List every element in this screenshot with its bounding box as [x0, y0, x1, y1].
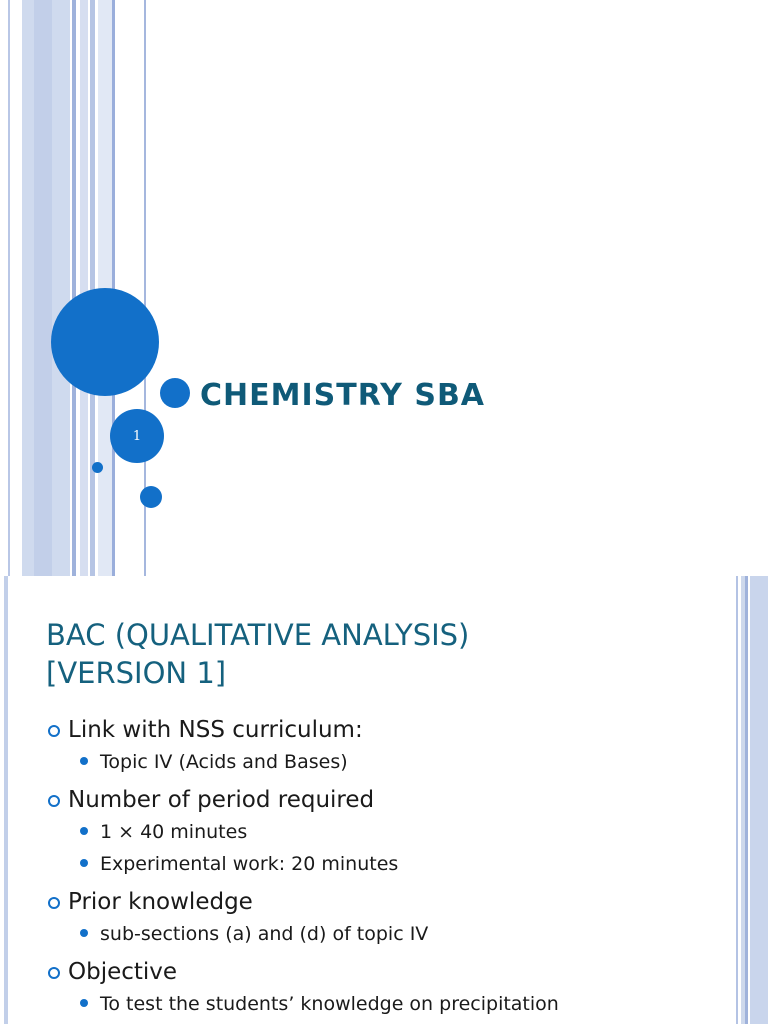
heading-text: Objective: [68, 959, 178, 985]
heading-text: Link with NSS curriculum:: [68, 717, 363, 743]
small-circle-decoration: [140, 486, 162, 508]
sub-bullet-text: To test the students’ knowledge on precipitation: [100, 993, 559, 1015]
content-slide: [0, 576, 768, 1024]
sub-bullet-text: 1 × 40 minutes: [100, 821, 248, 843]
ring-bullet-icon: [48, 897, 60, 909]
small-circle-decoration: [160, 378, 190, 408]
bullet-heading: [46, 886, 726, 918]
decorative-stripe: [8, 0, 10, 576]
title-line-1: BAC (QUALITATIVE ANALYSIS): [46, 618, 470, 652]
dot-bullet-icon: [80, 757, 88, 765]
sub-bullet: [46, 816, 726, 848]
heading-text: Number of period required: [68, 787, 375, 813]
decorative-stripe: [4, 576, 8, 1024]
dot-bullet-icon: [80, 999, 88, 1007]
decorative-stripe: [750, 576, 768, 1024]
slide-title: [46, 616, 706, 692]
bullet-heading: [46, 784, 726, 816]
bullet-heading: [46, 714, 726, 746]
dot-bullet-icon: [80, 827, 88, 835]
dot-bullet-icon: [80, 929, 88, 937]
slide-edge: [762, 0, 768, 576]
decorative-stripe: [72, 0, 76, 576]
ring-bullet-icon: [48, 967, 60, 979]
ring-bullet-icon: [48, 725, 60, 737]
bullet-list: [46, 714, 726, 1020]
large-circle-decoration: [51, 288, 159, 396]
section-prior-knowledge: [46, 886, 726, 950]
slide-number: 1: [132, 428, 142, 444]
sub-bullet: [46, 988, 726, 1020]
heading-text: Prior knowledge: [68, 889, 253, 915]
title-line-2: [VERSION 1]: [46, 656, 227, 690]
sub-bullet: [46, 918, 726, 950]
section-periods: [46, 784, 726, 880]
sub-bullet-text: Experimental work: 20 minutes: [100, 853, 399, 875]
decorative-stripe: [80, 0, 88, 576]
section-curriculum: [46, 714, 726, 778]
slide-title: CHEMISTRY SBA: [200, 378, 486, 413]
dot-bullet-icon: [80, 859, 88, 867]
sub-bullet-text: Topic IV (Acids and Bases): [100, 751, 348, 773]
ring-bullet-icon: [48, 795, 60, 807]
bullet-heading: [46, 956, 726, 988]
decorative-stripe: [736, 576, 738, 1024]
sub-bullet: [46, 746, 726, 778]
sub-bullet-text: sub-sections (a) and (d) of topic IV: [100, 923, 429, 945]
tiny-circle-decoration: [92, 462, 103, 473]
section-objective: [46, 956, 726, 1020]
decorative-stripe: [745, 576, 748, 1024]
decorative-stripe: [34, 0, 52, 576]
sub-bullet: [46, 848, 726, 880]
